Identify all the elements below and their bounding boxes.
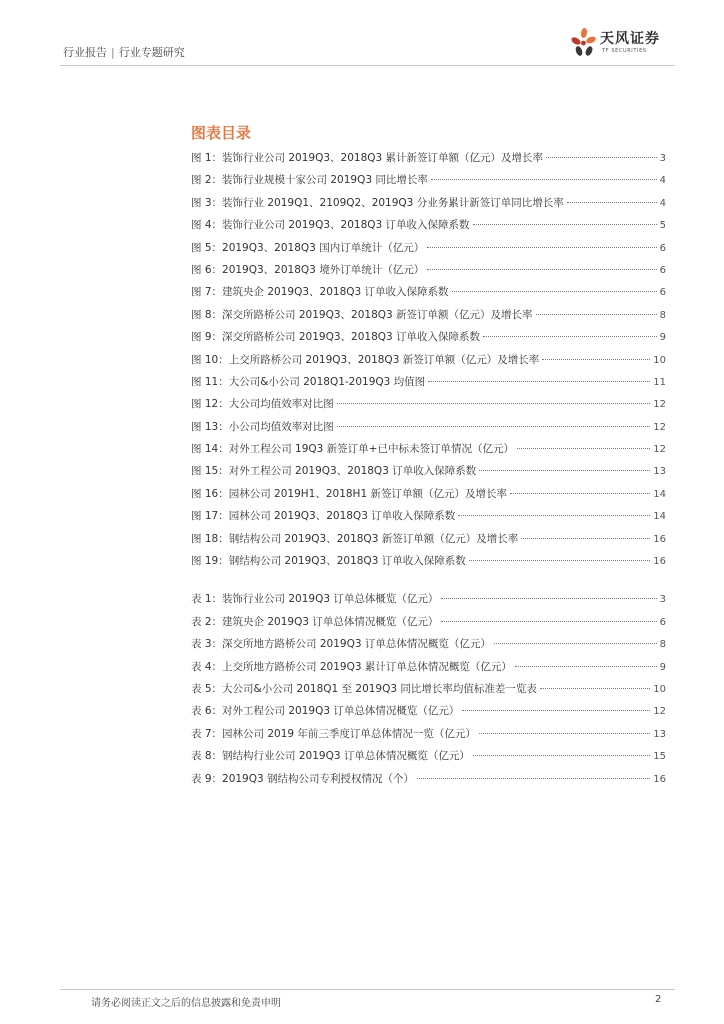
dot-leader [427,247,656,248]
entry-title: 图 8：深交所路桥公司 2019Q3、2018Q3 新签订单额（亿元）及增长率 [191,308,533,321]
entry-title: 图 17：园林公司 2019Q3、2018Q3 订单收入保障系数 [191,510,456,523]
entry-title: 表 8：钢结构行业公司 2019Q3 订单总体情况概览（亿元） [191,750,470,763]
entry-title: 图 6：2019Q3、2018Q3 境外订单统计（亿元） [191,263,425,276]
entry-page-number: 16 [653,533,666,545]
entry-title: 表 6：对外工程公司 2019Q3 订单总体情况概览（亿元） [191,705,460,718]
toc-table-entry[interactable] [191,591,666,613]
entry-page-number: 4 [659,197,666,209]
dot-leader [510,493,650,494]
entry-page-number: 12 [653,444,666,456]
footer-disclaimer: 请务必阅读正文之后的信息披露和免责申明 [91,998,281,1009]
dot-leader [441,598,656,599]
entry-page-number: 10 [653,683,666,695]
entry-page-number: 16 [653,773,666,785]
toc-figure-entry[interactable] [191,352,666,374]
toc-figure-entry[interactable] [191,195,666,217]
dot-leader [517,448,650,449]
dot-leader [536,314,657,315]
entry-page-number: 9 [659,332,666,344]
table-list [191,591,666,793]
entry-page-number: 9 [659,661,666,673]
toc-figure-entry[interactable] [191,262,666,284]
dot-leader [462,710,650,711]
entry-title: 图 15：对外工程公司 2019Q3、2018Q3 订单收入保障系数 [191,465,477,478]
dot-leader [483,336,657,337]
entry-title: 图 11：大公司&小公司 2018Q1-2019Q3 均值图 [191,375,426,388]
logo-subtitle: TF SECURITIES [602,48,647,54]
entry-title: 图 12：大公司均值效率对比图 [191,398,334,411]
entry-title: 图 16：园林公司 2019H1、2018H1 新签订单额（亿元）及增长率 [191,487,507,500]
toc-table-entry[interactable] [191,748,666,770]
dot-leader [515,666,657,667]
toc-figure-entry[interactable] [191,508,666,530]
toc-figure-entry[interactable] [191,441,666,463]
toc-figure-entry[interactable] [191,307,666,329]
toc-figure-entry[interactable] [191,150,666,172]
entry-title: 表 1：装饰行业公司 2019Q3 订单总体概览（亿元） [191,593,439,606]
dot-leader [337,403,651,404]
dot-leader [479,470,650,471]
entry-page-number: 15 [653,751,666,763]
footer-divider [60,989,675,990]
entry-title: 图 9：深交所路桥公司 2019Q3、2018Q3 订单收入保障系数 [191,331,481,344]
entry-page-number: 6 [659,242,666,254]
entry-title: 图 7：建筑央企 2019Q3、2018Q3 订单收入保障系数 [191,286,449,299]
entry-title: 图 10：上交所路桥公司 2019Q3、2018Q3 新签订单额（亿元）及增长率 [191,353,540,366]
page-number: 2 [655,994,662,1005]
entry-title: 表 4：上交所地方路桥公司 2019Q3 累计订单总体情况概览（亿元） [191,660,512,673]
entry-page-number: 8 [659,639,666,651]
toc-figure-entry[interactable] [191,374,666,396]
toc-figure-entry[interactable] [191,284,666,306]
entry-page-number: 14 [653,511,666,523]
toc-figure-entry[interactable] [191,329,666,351]
dot-leader [473,755,650,756]
dot-leader [441,621,656,622]
entry-page-number: 11 [653,376,666,388]
entry-page-number: 3 [659,153,666,164]
logo-name: 天风证券 [600,31,660,47]
toc-title: 图表目录 [191,124,252,142]
entry-page-number: 3 [659,594,666,606]
toc-table-entry[interactable] [191,726,666,748]
toc-table-entry[interactable] [191,636,666,658]
entry-title: 图 1：装饰行业公司 2019Q3、2018Q3 累计新签订单额（亿元）及增长率 [191,152,544,164]
category-label: 行业报告 [63,46,107,59]
toc-table-entry[interactable] [191,681,666,703]
entry-page-number: 5 [659,220,666,232]
entry-page-number: 6 [659,616,666,628]
entry-title: 表 3：深交所地方路桥公司 2019Q3 订单总体情况概览（亿元） [191,638,491,651]
entry-page-number: 8 [659,309,666,321]
entry-title: 表 7：园林公司 2019 年前三季度订单总体情况一览（亿元） [191,727,476,740]
toc-table-entry[interactable] [191,703,666,725]
entry-title: 表 5：大公司&小公司 2018Q1 至 2019Q3 同比增长率均值标准差一览表 [191,682,537,695]
entry-page-number: 14 [653,488,666,500]
toc-figure-entry[interactable] [191,172,666,194]
toc-table-entry[interactable] [191,771,666,793]
entry-page-number: 13 [653,728,666,740]
entry-title: 图 14：对外工程公司 19Q3 新签订单+已中标未签订单情况（亿元） [191,443,514,456]
toc-figure-entry[interactable] [191,531,666,553]
entry-title: 图 2：装饰行业规模十家公司 2019Q3 同比增长率 [191,174,428,187]
entry-title: 图 19：钢结构公司 2019Q3、2018Q3 订单收入保障系数 [191,555,466,568]
toc-figure-entry[interactable] [191,217,666,239]
dot-leader [473,224,657,225]
figure-list [191,150,666,575]
dot-leader [494,643,657,644]
dot-leader [452,291,657,292]
entry-title: 图 4：装饰行业公司 2019Q3、2018Q3 订单收入保障系数 [191,219,470,232]
entry-page-number: 6 [659,287,666,299]
list-gap [191,575,666,591]
entry-title: 图 3：装饰行业 2019Q1、2109Q2、2019Q3 分业务累计新签订单同比增长率 [191,196,564,209]
dot-leader [479,733,650,734]
entry-page-number: 12 [653,421,666,433]
entry-title: 图 13：小公司均值效率对比图 [191,420,334,433]
entry-page-number: 12 [653,706,666,718]
toc-figure-entry[interactable] [191,486,666,508]
entry-page-number: 13 [653,466,666,478]
dot-leader [428,381,650,382]
entry-page-number: 12 [653,399,666,411]
toc-figure-entry[interactable] [191,396,666,418]
report-category [63,44,185,60]
entry-title: 表 2：建筑央企 2019Q3 订单总体情况概览（亿元） [191,615,439,628]
dot-leader [542,359,650,360]
entry-title: 图 5：2019Q3、2018Q3 国内订单统计（亿元） [191,241,425,254]
toc-table-entry[interactable] [191,659,666,681]
toc-figure-entry[interactable] [191,240,666,262]
entry-title: 表 9：2019Q3 钢结构公司专利授权情况（个） [191,772,415,785]
toc-figure-entry[interactable] [191,419,666,441]
toc-list [191,150,666,793]
dot-leader [540,688,650,689]
entry-page-number: 4 [659,175,666,187]
header-divider [60,65,675,66]
dot-leader [458,515,650,516]
dot-leader [567,202,657,203]
dot-leader [417,778,650,779]
toc-figure-entry[interactable] [191,463,666,485]
dot-leader [337,426,651,427]
dot-leader [469,560,651,561]
header-separator: | [111,46,115,59]
dot-leader [427,269,656,270]
entry-title: 图 18：钢结构公司 2019Q3、2018Q3 新签订单额（亿元）及增长率 [191,532,519,545]
entry-page-number: 6 [659,264,666,276]
toc-table-entry[interactable] [191,614,666,636]
entry-page-number: 10 [653,354,666,366]
dot-leader [521,538,650,539]
entry-page-number: 16 [653,556,666,568]
toc-figure-entry[interactable] [191,553,666,575]
subcategory-label: 行业专题研究 [118,46,185,59]
dot-leader [431,179,657,180]
dot-leader [546,157,657,158]
